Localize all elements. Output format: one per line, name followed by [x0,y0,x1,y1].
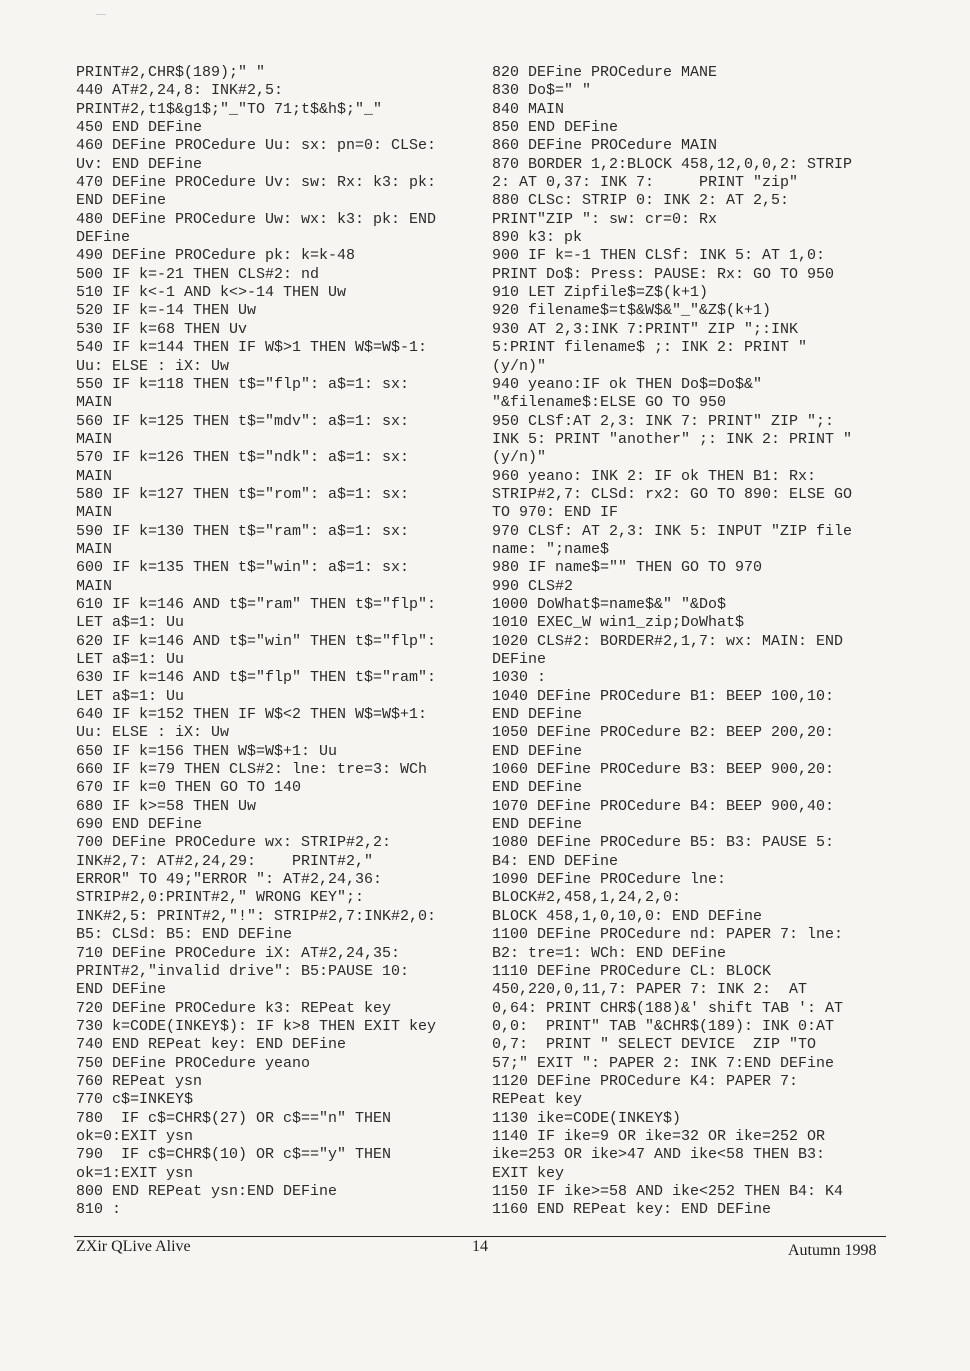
code-line: EXIT key [492,1164,565,1182]
code-line: 1050 DEFine PROCedure B2: BEEP 200,20: [492,724,835,742]
code-line: 0,0: PRINT" TAB "&CHR$(189): INK 0:AT [492,1017,835,1035]
code-line: 470 DEFine PROCedure Uv: sw: Rx: k3: pk: [76,174,437,192]
code-line: 1100 DEFine PROCedure nd: PAPER 7: lne: [492,926,844,944]
code-line: 970 CLSf: AT 2,3: INK 5: INPUT "ZIP file [492,522,853,540]
code-line: 880 CLSc: STRIP 0: INK 2: AT 2,5: [492,192,790,210]
code-line: B4: END DEFine [492,852,619,870]
code-line: 760 REPeat ysn [76,1072,203,1090]
code-line: 450,220,0,11,7: PAPER 7: INK 2: AT [492,981,808,999]
code-line: PRINT#2,"invalid drive": B5:PAUSE 10: [76,962,410,980]
code-line: 830 Do$=" " [492,82,592,100]
code-line: 1060 DEFine PROCedure B3: BEEP 900,20: [492,761,835,779]
code-line: 780 IF c$=CHR$(27) OR c$=="n" THEN [76,1109,392,1127]
code-line: 700 DEFine PROCedure wx: STRIP#2,2: [76,834,392,852]
code-line: Uv: END DEFine [76,155,203,173]
code-line: 850 END DEFine [492,119,619,137]
footer-rule [74,1236,886,1237]
code-line: MAIN [76,430,113,448]
code-line: END DEFine [76,192,167,210]
code-line: (y/n)" [492,357,547,375]
code-line: END DEFine [492,816,583,834]
code-line: 440 AT#2,24,8: INK#2,5: [76,82,284,100]
code-line: 1130 ike=CODE(INKEY$) [492,1109,682,1127]
code-line: Uu: ELSE : iX: Uw [76,357,230,375]
code-line: END DEFine [492,742,583,760]
code-line: 1000 DoWhat$=name$&" "&Do$ [492,595,727,613]
code-line: DEFine [492,651,547,668]
code-line: 750 DEFine PROCedure yeano [76,1054,311,1072]
code-line: 930 AT 2,3:INK 7:PRINT" ZIP ";:INK [492,320,799,338]
code-line: BLOCK#2,458,1,24,2,0: [492,889,682,907]
code-line: 57;" EXIT ": PAPER 2: INK 7:END DEFine [492,1054,835,1072]
code-line: B5: CLSd: B5: END DEFine [76,926,293,944]
code-line: 640 IF k=152 THEN IF W$<2 THEN W$=W$+1: [76,706,428,724]
code-line: MAIN [76,394,113,412]
code-line: 0,7: PRINT " SELECT DEVICE ZIP "TO [492,1036,817,1054]
code-line: 1150 IF ike>=58 AND ike<252 THEN B4: K4 [492,1182,844,1200]
code-line: END DEFine [492,779,583,797]
code-line: 810 : [76,1201,122,1219]
code-line: INK#2,5: PRINT#2,"!": STRIP#2,7:INK#2,0: [76,907,437,925]
code-line: LET a$=1: Uu [76,651,185,668]
code-line: 520 IF k=-14 THEN Uw [76,302,257,320]
code-line: 580 IF k=127 THEN t$="rom": a$=1: sx: [76,485,410,503]
code-line: END DEFine [76,981,167,999]
code-line: 680 IF k>=58 THEN Uw [76,797,257,815]
code-line: 1080 DEFine PROCedure B5: B3: PAUSE 5: [492,834,835,852]
code-line: TO 970: END IF [492,504,619,522]
code-line: ok=1:EXIT ysn [76,1164,194,1182]
code-line: ike=253 OR ike>47 AND ike<58 THEN B3: [492,1146,826,1164]
code-line: 1090 DEFine PROCedure lne: [492,871,727,889]
code-line: REPeat key [492,1091,583,1109]
code-line: MAIN [76,577,113,595]
code-line: 1030 : [492,669,547,687]
code-line: MAIN [76,467,113,485]
scan-mark [96,14,106,15]
code-column-right [492,64,902,1220]
code-line: 490 DEFine PROCedure pk: k=k-48 [76,247,356,265]
code-line: LET a$=1: Uu [76,614,185,632]
code-line: 550 IF k=118 THEN t$="flp": a$=1: sx: [76,375,410,393]
code-line: LET a$=1: Uu [76,687,185,705]
code-line: ok=0:EXIT ysn [76,1127,194,1145]
code-line: STRIP#2,0:PRINT#2," WRONG KEY";: [76,889,365,907]
code-line: 590 IF k=130 THEN t$="ram": a$=1: sx: [76,522,410,540]
footer-page-number: 14 [472,1238,488,1255]
code-line: PRINT"ZIP ": sw: cr=0: Rx [492,210,718,228]
code-column-left [76,64,476,1220]
code-line: 670 IF k=0 THEN GO TO 140 [76,779,302,797]
code-line: 920 filename$=t$&W$&"_"&Z$(k+1) [492,302,772,320]
code-line: INK 5: PRINT "another" ;: INK 2: PRINT " [492,430,853,448]
code-line: STRIP#2,7: CLSd: rx2: GO TO 890: ELSE GO [492,485,853,503]
code-line: PRINT#2,t1$&g1$;"_"TO 71;t$&h$;"_" [76,100,383,118]
code-line: 790 IF c$=CHR$(10) OR c$=="y" THEN [76,1146,392,1164]
code-line: 1120 DEFine PROCedure K4: PAPER 7: [492,1072,799,1090]
code-line: 540 IF k=144 THEN IF W$>1 THEN W$=W$-1: [76,339,428,357]
code-line: name: ";name$ [492,540,610,558]
code-line: 820 DEFine PROCedure MANE [492,64,718,81]
code-line: 980 IF name$="" THEN GO TO 970 [492,559,763,577]
code-line: 530 IF k=68 THEN Uv [76,320,248,338]
code-line: 500 IF k=-21 THEN CLS#2: nd [76,265,320,283]
code-line: 800 END REPeat ysn:END DEFine [76,1182,338,1200]
code-line: 740 END REPeat key: END DEFine [76,1036,347,1054]
code-line: 860 DEFine PROCedure MAIN [492,137,718,155]
code-line: 660 IF k=79 THEN CLS#2: lne: tre=3: WCh [76,761,428,779]
code-line: PRINT#2,CHR$(189);" " [76,64,266,81]
code-line: 1040 DEFine PROCedure B1: BEEP 100,10: [492,687,835,705]
code-line: END DEFine [492,706,583,724]
code-line: 0,64: PRINT CHR$(188)&' shift TAB ': AT [492,999,844,1017]
code-line: Uu: ELSE : iX: Uw [76,724,230,742]
code-line: 610 IF k=146 AND t$="ram" THEN t$="flp": [76,595,437,613]
code-line: 950 CLSf:AT 2,3: INK 7: PRINT" ZIP ";: [492,412,835,430]
code-line: 900 IF k=-1 THEN CLSf: INK 5: AT 1,0: [492,247,826,265]
code-line: 460 DEFine PROCedure Uu: sx: pn=0: CLSe: [76,137,437,155]
code-line: 730 k=CODE(INKEY$): IF k>8 THEN EXIT key [76,1017,437,1035]
code-line: 690 END DEFine [76,816,203,834]
code-line: ERROR" TO 49;"ERROR ": AT#2,24,36: [76,871,383,889]
footer-magazine-title: ZXir QLive Alive [76,1238,191,1255]
code-line: 720 DEFine PROCedure k3: REPeat key [76,999,392,1017]
code-line: BLOCK 458,1,0,10,0: END DEFine [492,907,763,925]
code-line: DEFine [76,229,131,247]
code-line: 840 MAIN [492,100,565,118]
code-line: 1160 END REPeat key: END DEFine [492,1201,772,1219]
code-line: 940 yeano:IF ok THEN Do$=Do$&" [492,375,763,393]
code-line: B2: tre=1: WCh: END DEFine [492,944,727,962]
code-line: MAIN [76,504,113,522]
code-line: MAIN [76,540,113,558]
code-line: 480 DEFine PROCedure Uw: wx: k3: pk: END [76,210,437,228]
code-line: 960 yeano: INK 2: IF ok THEN B1: Rx: [492,467,817,485]
code-line: 990 CLS#2 [492,577,574,595]
code-line: 560 IF k=125 THEN t$="mdv": a$=1: sx: [76,412,410,430]
code-line: 1070 DEFine PROCedure B4: BEEP 900,40: [492,797,835,815]
code-line: 630 IF k=146 AND t$="flp" THEN t$="ram": [76,669,437,687]
code-line: 650 IF k=156 THEN W$=W$+1: Uu [76,742,338,760]
code-line: 5:PRINT filename$ ;: INK 2: PRINT " [492,339,808,357]
code-line: 770 c$=INKEY$ [76,1091,194,1109]
code-line: 1140 IF ike=9 OR ike=32 OR ike=252 OR [492,1127,826,1145]
code-line: 1010 EXEC_W win1_zip;DoWhat$ [492,614,745,632]
code-line: 890 k3: pk [492,229,583,247]
code-line: 710 DEFine PROCedure iX: AT#2,24,35: [76,944,401,962]
code-line: 600 IF k=135 THEN t$="win": a$=1: sx: [76,559,410,577]
code-line: (y/n)" [492,449,547,467]
code-line: 1110 DEFine PROCedure CL: BLOCK [492,962,772,980]
code-line: 450 END DEFine [76,119,203,137]
code-line: 620 IF k=146 AND t$="win" THEN t$="flp": [76,632,437,650]
code-line: 510 IF k<-1 AND k<>-14 THEN Uw [76,284,347,302]
code-line: 570 IF k=126 THEN t$="ndk": a$=1: sx: [76,449,410,467]
code-line: "&filename$:ELSE GO TO 950 [492,394,727,412]
code-line: 2: AT 0,37: INK 7: PRINT "zip" [492,174,799,192]
footer-issue-date: Autumn 1998 [788,1242,877,1259]
code-line: 870 BORDER 1,2:BLOCK 458,12,0,0,2: STRIP [492,155,853,173]
code-line: 910 LET Zipfile$=Z$(k+1) [492,284,709,302]
code-line: INK#2,7: AT#2,24,29: PRINT#2," [76,852,374,870]
code-line: PRINT Do$: Press: PAUSE: Rx: GO TO 950 [492,265,835,283]
code-line: 1020 CLS#2: BORDER#2,1,7: wx: MAIN: END [492,632,844,650]
